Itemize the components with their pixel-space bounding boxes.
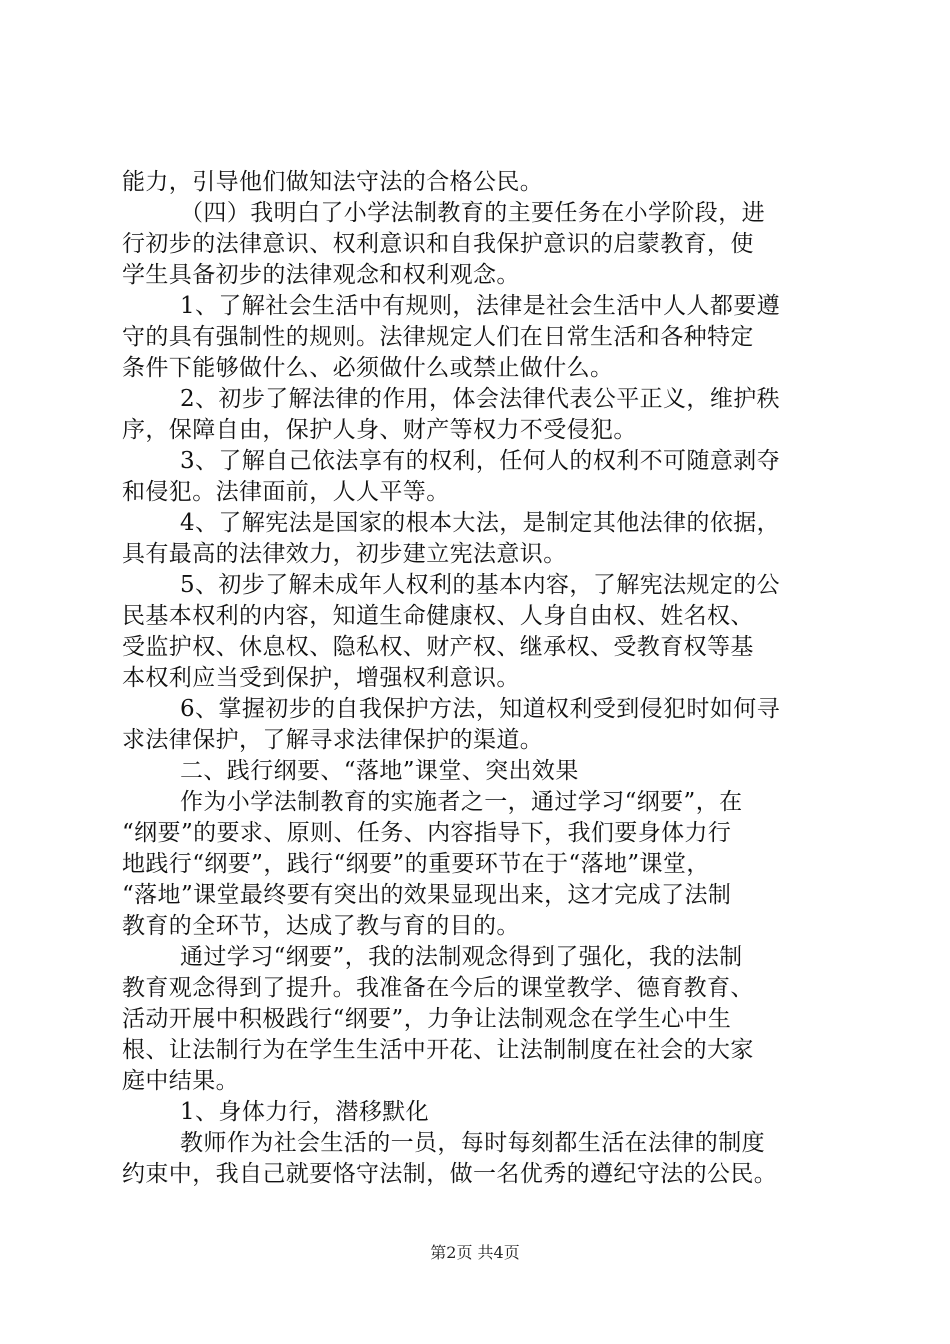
text-line: 具有最高的法律效力，初步建立宪法意识。: [122, 541, 567, 567]
text-line: “落地”课堂最终要有突出的效果显现出来，这才完成了法制: [122, 882, 732, 908]
text-line: 受监护权、休息权、隐私权、财产权、继承权、受教育权等基: [122, 634, 754, 660]
text-line: 学生具备初步的法律观念和权利观念。: [122, 262, 520, 288]
text-line: 教育观念得到了提升。我准备在今后的课堂教学、德育教育、: [122, 975, 754, 1001]
text-line: 5、初步了解未成年人权利的基本内容，了解宪法规定的公: [180, 572, 781, 598]
text-line: 地践行“纲要”，践行“纲要”的重要环节在于“落地”课堂，: [122, 851, 710, 877]
body-text: [122, 167, 834, 1190]
section-heading: 二、践行纲要、“落地”课堂、突出效果: [180, 758, 579, 784]
text-line: 庭中结果。: [122, 1068, 239, 1094]
page-footer: 第2页 共4页: [430, 1243, 520, 1262]
text-line: （四）我明白了小学法制教育的主要任务在小学阶段，进: [180, 200, 765, 226]
subsection-heading: 1、身体力行，潜移默化: [180, 1099, 430, 1125]
text-line: 教师作为社会生活的一员，每时每刻都生活在法律的制度: [180, 1130, 765, 1156]
text-line: 本权利应当受到保护，增强权利意识。: [122, 665, 520, 691]
text-line: 求法律保护，了解寻求法律保护的渠道。: [122, 727, 544, 753]
text-line: 4、了解宪法是国家的根本大法，是制定其他法律的依据，: [180, 510, 781, 536]
text-line: 序，保障自由，保护人身、财产等权力不受侵犯。: [122, 417, 637, 443]
text-line: 根、让法制行为在学生生活中开花、让法制制度在社会的大家: [122, 1037, 754, 1063]
text-line: 约束中，我自己就要恪守法制，做一名优秀的遵纪守法的公民。: [122, 1161, 778, 1187]
text-line: 活动开展中积极践行“纲要”，力争让法制观念在学生心中生: [122, 1006, 732, 1032]
text-line: 条件下能够做什么、必须做什么或禁止做什么。: [122, 355, 614, 381]
text-line: 作为小学法制教育的实施者之一，通过学习“纲要”，在: [180, 789, 743, 815]
text-line: 1、了解社会生活中有规则，法律是社会生活中人人都要遵: [180, 293, 781, 319]
text-line: 教育的全环节，达成了教与育的目的。: [122, 913, 520, 939]
text-line: 6、掌握初步的自我保护方法，知道权利受到侵犯时如何寻: [180, 696, 781, 722]
text-line: 2、初步了解法律的作用，体会法律代表公平正义，维护秩: [180, 386, 781, 412]
text-line: 3、了解自己依法享有的权利，任何人的权利不可随意剥夺: [180, 448, 781, 474]
text-line: 通过学习“纲要”，我的法制观念得到了强化，我的法制: [180, 944, 743, 970]
text-line: 行初步的法律意识、权利意识和自我保护意识的启蒙教育，使: [122, 231, 754, 257]
text-line: 能力，引导他们做知法守法的合格公民。: [122, 169, 544, 195]
text-line: 民基本权利的内容，知道生命健康权、人身自由权、姓名权、: [122, 603, 754, 629]
text-line: 和侵犯。法律面前，人人平等。: [122, 479, 450, 505]
text-line: “纲要”的要求、原则、任务、内容指导下，我们要身体力行: [122, 820, 732, 846]
text-line: 守的具有强制性的规则。法律规定人们在日常生活和各种特定: [122, 324, 754, 350]
